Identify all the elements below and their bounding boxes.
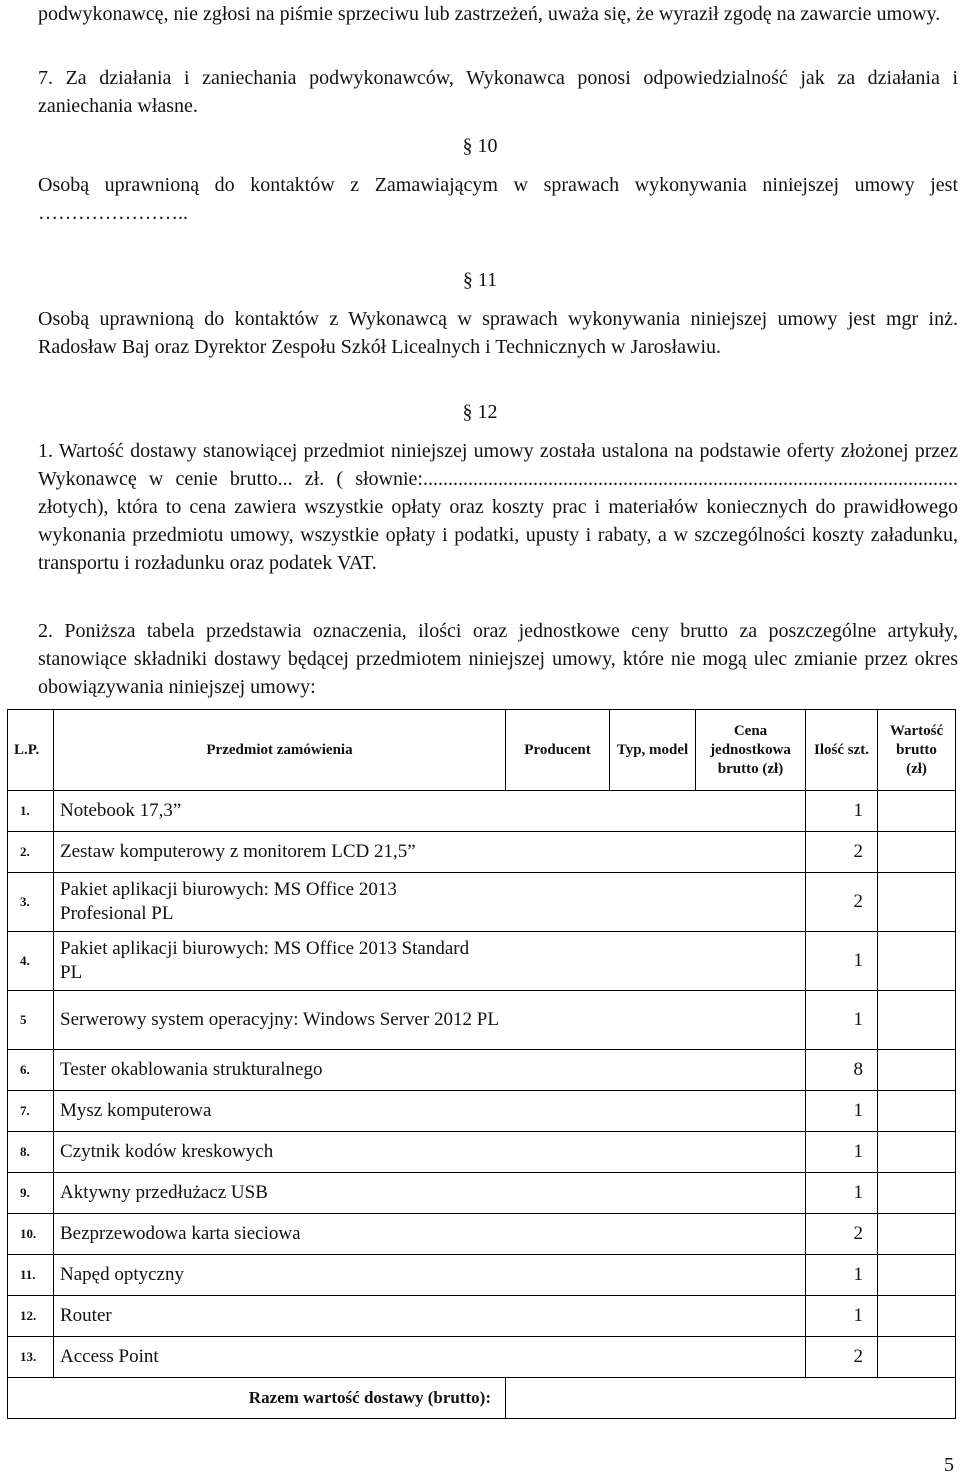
table-row — [8, 1337, 956, 1378]
row-qty: 1 — [806, 1091, 878, 1132]
table-row — [8, 991, 956, 1050]
table-row — [8, 1296, 956, 1337]
row-qty: 8 — [806, 1050, 878, 1091]
header-type: Typ, model — [610, 710, 696, 791]
section-12-heading: § 12 — [462, 401, 498, 423]
row-item: Czytnik kodów kreskowych — [54, 1132, 806, 1173]
row-lp: 12. — [8, 1296, 54, 1337]
row-value — [878, 1214, 956, 1255]
row-lp: 3. — [8, 873, 54, 932]
table-sum-row — [8, 1378, 956, 1419]
row-item: Aktywny przedłużacz USB — [54, 1173, 806, 1214]
row-lp: 5 — [8, 991, 54, 1050]
row-qty: 1 — [806, 1173, 878, 1214]
row-lp: 2. — [8, 832, 54, 873]
row-item: Access Point — [54, 1337, 806, 1378]
row-value — [878, 991, 956, 1050]
row-item — [54, 991, 806, 1050]
row-item: Tester okablowania strukturalnego — [54, 1050, 806, 1091]
row-lp: 7. — [8, 1091, 54, 1132]
section-12-clause-1: 1. Wartość dostawy stanowiącej przedmiot niniejszej umowy została ustalona na podstawie oferty złożonej przez Wykonawcę w cenie brutto... zł. ( słownie:........................................................................................................... złotych), która to cena zawiera wszystkie opłaty oraz koszty prac i materiałów koniecznych do prawidłowego wykonania przedmiotu umowy, wszystkie opłaty i podatki, upusty i rabaty, a w szczególności koszty załadunku, transportu i rozładunku oraz podatek VAT. — [38, 440, 958, 574]
row-item: Napęd optyczny — [54, 1255, 806, 1296]
row-value — [878, 1337, 956, 1378]
row-lp: 4. — [8, 932, 54, 991]
order-table — [7, 709, 956, 1419]
row-qty: 1 — [806, 791, 878, 832]
row-qty: 1 — [806, 1296, 878, 1337]
row-qty: 2 — [806, 1337, 878, 1378]
row-lp: 6. — [8, 1050, 54, 1091]
table-row — [8, 1255, 956, 1296]
table-row — [8, 1091, 956, 1132]
section-10-heading: § 10 — [462, 135, 498, 157]
table-header-row — [8, 710, 956, 791]
row-item: Mysz komputerowa — [54, 1091, 806, 1132]
row-item: Notebook 17,3” — [54, 791, 806, 832]
table-row — [8, 1050, 956, 1091]
sum-label: Razem wartość dostawy (brutto): — [8, 1378, 506, 1419]
clause-7: 7. Za działania i zaniechania podwykonawców, Wykonawca ponosi odpowiedzialność jak za działania i zaniechania własne. — [38, 67, 958, 117]
row-item: Router — [54, 1296, 806, 1337]
page-number: 5 — [944, 1454, 954, 1476]
row-lp: 11. — [8, 1255, 54, 1296]
table-row — [8, 1173, 956, 1214]
header-value: Wartość brutto (zł) — [878, 710, 956, 791]
row-qty: 1 — [806, 991, 878, 1050]
row-value — [878, 932, 956, 991]
row-lp: 8. — [8, 1132, 54, 1173]
row-value — [878, 1132, 956, 1173]
row-value — [878, 1050, 956, 1091]
row-qty: 1 — [806, 1132, 878, 1173]
table-row — [8, 791, 956, 832]
row-item — [54, 932, 806, 991]
row-value — [878, 1173, 956, 1214]
row-qty: 2 — [806, 1214, 878, 1255]
row-value — [878, 1091, 956, 1132]
header-producer: Producent — [506, 710, 610, 791]
row-value — [878, 1255, 956, 1296]
header-unit-price: Cena jednostkowa brutto (zł) — [696, 710, 806, 791]
row-qty: 1 — [806, 1255, 878, 1296]
row-value — [878, 832, 956, 873]
row-item-text: Serwerowy system operacyjny: Windows Server 2012 PL — [60, 1009, 499, 1030]
section-11-text: Osobą uprawnioną do kontaktów z Wykonawcą w sprawach wykonywania niniejszej umowy jest mgr inż. Radosław Baj oraz Dyrektor Zespołu Szkół Licealnych i Technicznych w Jarosławiu. — [38, 308, 958, 358]
row-item — [54, 873, 806, 932]
table-row — [8, 1132, 956, 1173]
section-11-heading: § 11 — [462, 269, 498, 291]
row-lp: 9. — [8, 1173, 54, 1214]
sum-value — [506, 1378, 956, 1419]
row-item: Bezprzewodowa karta sieciowa — [54, 1214, 806, 1255]
row-item-text: Pakiet aplikacji biurowych: MS Office 2013 Profesional PL — [60, 879, 397, 924]
row-item: Zestaw komputerowy z monitorem LCD 21,5” — [54, 832, 806, 873]
row-value — [878, 1296, 956, 1337]
header-item: Przedmiot zamówienia — [54, 710, 506, 791]
row-qty: 2 — [806, 832, 878, 873]
table-row — [8, 1214, 956, 1255]
header-qty: Ilość szt. — [806, 710, 878, 791]
row-qty: 2 — [806, 873, 878, 932]
section-10-text: Osobą uprawnioną do kontaktów z Zamawiającym w sprawach wykonywania niniejszej umowy jest ………………….. — [38, 174, 958, 224]
row-lp: 10. — [8, 1214, 54, 1255]
header-lp: L.P. — [8, 710, 54, 791]
row-value — [878, 791, 956, 832]
continuation-text: podwykonawcę, nie zgłosi na piśmie sprzeciwu lub zastrzeżeń, uważa się, że wyraził zgodę na zawarcie umowy. — [38, 3, 941, 25]
row-lp: 1. — [8, 791, 54, 832]
section-12-clause-2: 2. Poniższa tabela przedstawia oznaczenia, ilości oraz jednostkowe ceny brutto za poszczególne artykuły, stanowiące składniki dostawy będącej przedmiotem niniejszej umowy, które nie mogą ulec zmianie przez okres obowiązywania niniejszej umowy: — [38, 620, 958, 698]
table-row — [8, 832, 956, 873]
table-row — [8, 932, 956, 991]
row-item-text: Pakiet aplikacji biurowych: MS Office 2013 Standard PL — [60, 938, 470, 983]
row-value — [878, 873, 956, 932]
row-qty: 1 — [806, 932, 878, 991]
table-row — [8, 873, 956, 932]
row-lp: 13. — [8, 1337, 54, 1378]
